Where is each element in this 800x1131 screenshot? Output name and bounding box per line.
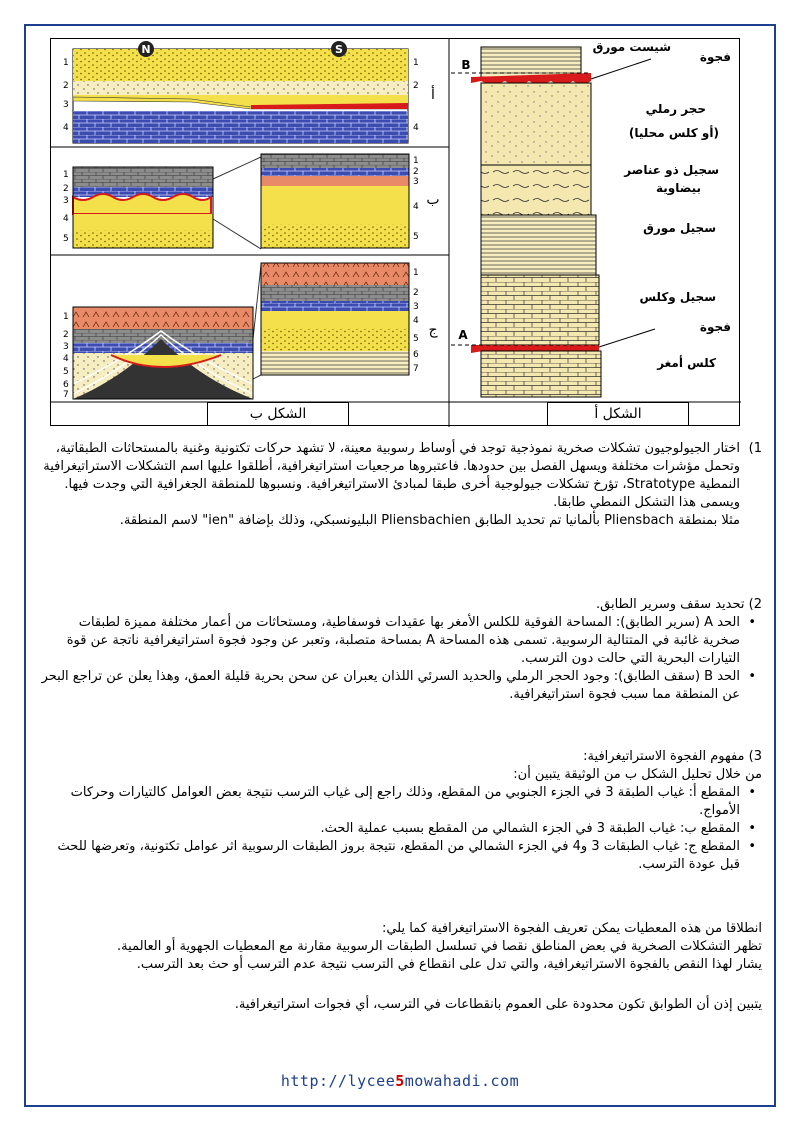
a-num-2r: 2 [413,81,419,91]
j-num-2: 2 [63,330,69,340]
label-gap-top: فجوة [699,50,731,64]
figure-panel [50,38,740,426]
label-red-limestone: كلس أمغر [657,356,716,370]
j-num-1: 1 [63,312,69,322]
url-part-2: mowahadi.com [404,1072,520,1090]
label-schist: شيست مورق [592,40,671,54]
conclusion-line-3: يشار لهذا النقص بالفجوة الاستراتيغرافية، والتي تدل على انقطاع في الترسب نتيجة عدم الترسب أو حث بعد الترسب. [136,957,762,972]
conclusion-line-1: انطلاقا من هذه المعطيات يمكن تعريف الفجوة الاستراتيغرافية كما يلي: [381,921,762,936]
figure-a-label: الشكل أ [547,402,689,426]
a-num-2: 2 [63,81,69,91]
a-num-4: 4 [63,123,69,133]
section-2-bullet-1: • الحد A (سرير الطابق): المساحة الفوقية للكلس الأمغر بها عقيدات فوسفاطية، ومستحاثات من أعمار مختلفة مميزة لطبقات صخرية غائبة في المتتالية الرسوبية. تسمى هذه المساحة A بمساحة متصلبة، وتعبر عن وجود فجوة استراتيغرافية ناتجة عن قوة التيارات البحرية التي حالت دون الترسب. [40,614,762,668]
section-1-example: مثلا بمنطقة Pliensbach بألمانيا تم تحديد الطابق Pliensbachien البليونسبكي، وذلك بإضافة "ien" لاسم المنطقة. [119,513,740,528]
a-num-1: 1 [63,58,69,68]
label-shale-nodules-2: بيضاوية [656,181,701,195]
j-num-2r: 2 [413,288,419,298]
figure-b-label: الشكل ب [207,402,349,426]
a-num-3: 3 [63,100,69,110]
j-num-5r: 5 [413,334,419,344]
section-2 [40,596,762,704]
b-num-4: 4 [63,214,69,224]
section-1-number: 1) [748,441,762,456]
section-1-paragraph [40,440,762,512]
conclusion [40,920,762,1014]
stratigraphy-figure [51,39,741,427]
b-num-4r: 4 [413,202,419,212]
label-shale-nodules: سجيل ذو عناصر [624,163,719,177]
section-1 [40,440,762,530]
label-boundary-a: A [458,328,468,342]
b-num-1r: 1 [413,156,419,166]
section-a-label: أ [431,87,435,103]
label-sandstone-alt: (أو كلس محليا) [628,126,719,140]
compass-north [138,41,154,57]
section-3-heading: 3) مفهوم الفجوة الاستراتيغرافية: [583,749,762,764]
conclusion-line-2: تظهر التشكلات الصخرية في بعض المناطق نقصا في تسلسل الطبقات الرسوبية مقارنة مع المعطيات الجهوية أو العالمية. [117,939,762,954]
compass-s-text: S [335,43,343,56]
j-num-6r: 6 [413,350,419,360]
label-shale-limestone: سجيل وكلس [639,290,716,304]
j-num-7r: 7 [413,364,419,374]
b-num-2: 2 [63,184,69,194]
label-sandstone: حجر رملي [645,102,706,116]
b-num-3r: 3 [413,177,419,187]
section-3-bullet-1: • المقطع أ: غياب الطبقة 3 في الجزء الجنوبي من المقطع، وذلك راجع إلى غياب الترسب نتيجة بعض العوامل كالتيارات وحركات الأمواج. [40,784,762,820]
j-num-4r: 4 [413,316,419,326]
conclusion-line-4: يتبين إذن أن الطوابق تكون محدودة على العموم بانقطاعات في الترسب، أي فجوات استراتيغرافية. [234,997,762,1012]
a-num-1r: 1 [413,58,419,68]
section-a-diagram [73,49,408,143]
section-j-diagram [73,263,409,399]
j-num-4: 4 [63,354,69,364]
url-part-1: http://lycee [280,1072,396,1090]
section-b-diagram [73,154,409,249]
a-num-4r: 4 [413,123,419,133]
j-num-6: 6 [63,380,69,390]
label-boundary-b: B [461,58,471,72]
b-num-1: 1 [63,170,69,180]
label-gap-bottom: فجوة [699,320,731,334]
j-num-5: 5 [63,367,69,377]
section-3 [40,748,762,874]
b-num-5r: 5 [413,232,419,242]
section-3-intro: من خلال تحليل الشكل ب من الوثيقة يتبين أن: [513,767,762,782]
section-3-bullet-3: • المقطع ج: غياب الطبقات 3 و4 في الجزء الشمالي من المقطع، نتيجة بروز الطبقات الرسوبية اثر عوامل تكتونية، وتعرضها للحث قبل عودة الترسب. [40,838,762,874]
j-num-3r: 3 [413,302,419,312]
b-num-5: 5 [63,234,69,244]
section-3-bullet-2: • المقطع ب: غياب الطبقة 3 في الجزء الشمالي من المقطع بسبب عملية الحث. [40,820,762,838]
label-shale-leafy: سجيل مورق [643,221,716,235]
b-num-3: 3 [63,196,69,206]
section-b-label: ب [426,192,440,208]
section-2-bullet-2: • الحد B (سقف الطابق): وجود الحجر الرملي والحديد السرئي اللذان يعبران عن سحن بحرية قليلة العمق، وهذا يعلن عن تراجع البحر عن المنطقة مما سبب فجوة استراتيغرافية. [40,668,762,704]
stratigraphic-column [451,47,655,397]
url-part-number: 5 [395,1072,405,1090]
b-num-2r: 2 [413,167,419,177]
section-2-heading: 2) تحديد سقف وسرير الطابق. [595,597,762,612]
section-1-text: اختار الجيولوجيون تشكلات صخرية نموذجية توجد في أوساط رسوبية معينة، لا تشهد حركات تكتونية وغنية بالمستحاثات الطبقاتية، وتحمل مؤشرات مختلفة ويسهل الفصل بين حدودها. فاعتبروها مرجعيات استراتيغرافية، أطلقوا عليها اسم التشكلات الاستراتيغرافية النمطية Stratotype، تؤرخ تشكلات جيولوجية أخرى طبقا لمبادئ الاستراتيغرافية. ونسبوها للمنطقة الجغرافية التي وجدت فيها. ويسمى هذا التشكل النمطي طابقا. [43,441,740,510]
j-num-1r: 1 [413,268,419,278]
j-num-3: 3 [63,342,69,352]
j-num-7: 7 [63,390,69,400]
compass-south [331,41,347,57]
section-j-label: ج [428,322,438,338]
footer-url-link[interactable] [0,1072,800,1090]
compass-n-text: N [141,43,151,56]
